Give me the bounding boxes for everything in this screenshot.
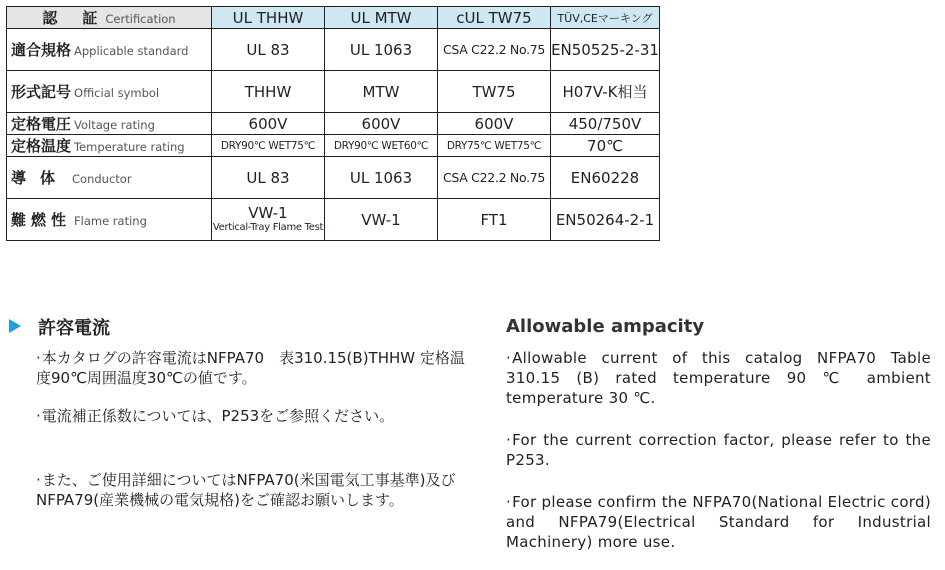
row-label-en: Voltage rating [74, 118, 155, 132]
table-row [7, 113, 660, 135]
table-cell: EN50525-2-31 [551, 29, 660, 71]
en-paragraph-2: ·For the current correction factor, please refer to the P253. [506, 431, 931, 469]
row-label [7, 135, 212, 157]
table-row [7, 199, 660, 241]
table-cell: TW75 [438, 71, 551, 113]
table-row [7, 135, 660, 157]
row-label [7, 157, 212, 199]
flame-subnote: Vertical-Tray Flame Test [212, 222, 324, 233]
jp-paragraph-3-text: また、ご使用詳細についてはNFPA70(米国電気工事基準)及びNFPA79(産業機械の電気規格)をご確認お願いします。 [36, 471, 456, 509]
row-label [7, 113, 212, 135]
table-cell: FT1 [438, 199, 551, 241]
header-col-ul-thhw: UL THHW [212, 7, 325, 29]
row-label-jp: 定格電圧 [11, 115, 72, 133]
row-label-en: Applicable standard [74, 44, 189, 58]
en-section-title: Allowable ampacity [506, 316, 705, 337]
table-cell: DRY90℃ WET60℃ [325, 135, 438, 157]
row-label-jp: 適合規格 [11, 41, 72, 59]
table-cell: CSA C22.2 No.75 [438, 29, 551, 71]
jp-section-title: 許容電流 [38, 318, 110, 339]
table-cell: 600V [325, 113, 438, 135]
row-label [7, 71, 212, 113]
table-cell: UL 1063 [325, 157, 438, 199]
table-cell: EN50264-2-1 [551, 199, 660, 241]
jp-paragraph-2: ·電流補正係数については、P253をご参照ください。 [36, 407, 395, 425]
row-label-jp: 定格温度 [11, 137, 72, 155]
table-cell: 450/750V [551, 113, 660, 135]
row-label-en: Official symbol [74, 86, 160, 100]
table-cell: UL 83 [212, 29, 325, 71]
right-arrow-icon [9, 319, 21, 333]
header-label-jp: 認 証 [42, 9, 103, 27]
row-label [7, 29, 212, 71]
table-cell: H07V-K相当 [551, 71, 660, 113]
jp-paragraph-3: ·また、ご使用詳細についてはNFPA70(米国電気工事基準)及びNFPA79(産業機械の電気規格)をご確認お願いします。 [36, 471, 456, 509]
en-paragraph-3-text: For please confirm the NFPA70(National Electric cord) and NFPA79(Electrical Standard for Industrial Machinery) more use. [506, 493, 931, 551]
table-cell: 600V [438, 113, 551, 135]
jp-paragraph-1: ·本カタログの許容電流はNFPA70 表310.15(B)THHW 定格温度90℃周囲温度30℃の値です。 [36, 349, 465, 387]
row-label-en: Conductor [72, 172, 132, 186]
row-label [7, 199, 212, 241]
header-col-cul-tw75: cUL TW75 [438, 7, 551, 29]
table-cell: 600V [212, 113, 325, 135]
row-label-jp: 導体 [11, 169, 70, 187]
row-label-jp: 形式記号 [11, 83, 72, 101]
row-label-en: Flame rating [74, 214, 147, 228]
table-cell: DRY75℃ WET75℃ [438, 135, 551, 157]
table-row [7, 29, 660, 71]
flame-value: VW-1 [248, 204, 288, 222]
table-cell: 70℃ [551, 135, 660, 157]
table-cell [212, 199, 325, 241]
row-label-en: Temperature rating [74, 140, 185, 154]
en-paragraph-1-text: Allowable current of this catalog NFPA70 Table 310.15 (B) rated temperature 90 ℃ ambient temperature 30 ℃. [506, 349, 931, 407]
jp-paragraph-2-text: 電流補正係数については、P253をご参照ください。 [41, 407, 395, 425]
table-cell: UL 83 [212, 157, 325, 199]
row-label-jp: 難燃性 [11, 211, 72, 229]
table-cell: DRY90℃ WET75℃ [212, 135, 325, 157]
header-certification [7, 7, 212, 29]
jp-paragraph-1-text: 本カタログの許容電流はNFPA70 表310.15(B)THHW 定格温度90℃周囲温度30℃の値です。 [36, 349, 465, 387]
table-cell: CSA C22.2 No.75 [438, 157, 551, 199]
table-row [7, 71, 660, 113]
header-col-ul-mtw: UL MTW [325, 7, 438, 29]
table-cell: VW-1 [325, 199, 438, 241]
table-cell: THHW [212, 71, 325, 113]
header-label-en: Certification [105, 12, 176, 26]
en-paragraph-3: ·For please confirm the NFPA70(National Electric cord) and NFPA79(Electrical Standard for Industrial Machinery) more use. [506, 493, 931, 551]
certification-table [6, 6, 660, 241]
en-paragraph-1: ·Allowable current of this catalog NFPA70 Table 310.15 (B) rated temperature 90 ℃ ambient temperature 30 ℃. [506, 349, 931, 407]
table-cell: EN60228 [551, 157, 660, 199]
table-header-row [7, 7, 660, 29]
table-row [7, 157, 660, 199]
table-cell: MTW [325, 71, 438, 113]
en-paragraph-2-text: For the current correction factor, please refer to the P253. [506, 431, 931, 469]
header-col-tuv-ce: TÜV,CEマーキング [551, 7, 660, 29]
table-cell: UL 1063 [325, 29, 438, 71]
